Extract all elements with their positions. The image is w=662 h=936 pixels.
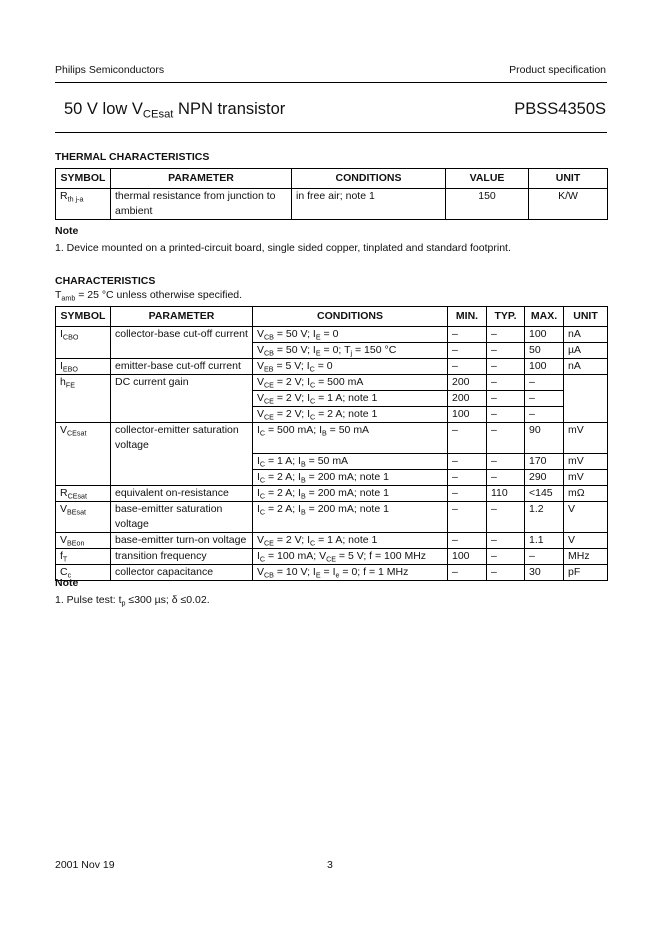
col-header: CONDITIONS — [253, 307, 448, 327]
col-header: MAX. — [525, 307, 564, 327]
col-header: VALUE — [446, 169, 529, 189]
col-header: UNIT — [529, 169, 608, 189]
header-rule — [55, 82, 607, 83]
table-row: $V_{BEon}$ base-emitter turn-on voltage $V_{CE} = 2$ V; $I_C = 1$ A; note 1 – – 1.1 V — [56, 532, 608, 548]
title-rule — [55, 132, 607, 133]
characteristics-table — [55, 306, 608, 581]
col-header: CONDITIONS — [292, 169, 446, 189]
table-row: $R_{th j-a}$ thermal resistance from junction to ambient in free air; note 1 150 K/W — [56, 189, 608, 220]
table-row: $C_c$ collector capacitance $V_{CB} = 10$ V; $I_E = I_e = 0$; f = 1 MHz – – 30 pF — [56, 564, 608, 580]
col-header: TYP. — [487, 307, 525, 327]
table-row: $I_{EBO}$ emitter-base cut-off current $V_{EB} = 5$ V; $I_C = 0$ – – 100 nA — [56, 359, 608, 375]
header-doc-type: Product specification — [509, 64, 606, 76]
table-row: $R_{CEsat}$ equivalent on-resistance $I_C = 2$ A; $I_B = 200$ mA; note 1 – 110 <145 mΩ — [56, 485, 608, 501]
characteristics-note-title: Note — [55, 577, 79, 589]
col-header: MIN. — [448, 307, 487, 327]
thermal-note: 1. Device mounted on a printed-circuit board, single sided copper, tinplated and standard footprint. — [55, 242, 511, 254]
table-row: $I_{CBO}$ collector-base cut-off current $V_{CB} = 50$ V; $I_E = 0$ – – 100 nA — [56, 327, 608, 343]
table-row: $V_{CB} = 50$ V; $I_E = 0$; $T_j = 150$ °C – – 50 µA — [56, 343, 608, 359]
thermal-table — [55, 168, 608, 220]
table-row: $I_C = 1$ A; $I_B = 50$ mA – – 170 mV — [56, 453, 608, 469]
thermal-note-title: Note — [55, 225, 79, 237]
table-row: $V_{CE} = 2$ V; $I_C = 2$ A; note 1 100 – – — [56, 407, 608, 423]
col-header: PARAMETER — [111, 307, 253, 327]
characteristics-subtitle: $T_{amb} = 25$ °C unless otherwise specified. — [55, 289, 243, 303]
thermal-heading: THERMAL CHARACTERISTICS — [55, 151, 210, 163]
col-header: SYMBOL — [56, 169, 111, 189]
table-row: $I_C = 2$ A; $I_B = 200$ mA; note 1 – – 290 mV — [56, 469, 608, 485]
part-number: PBSS4350S — [514, 100, 606, 118]
characteristics-heading: CHARACTERISTICS — [55, 275, 156, 287]
symbol-cell: $I_{CBO}$ — [56, 327, 111, 343]
col-header: SYMBOL — [56, 307, 111, 327]
characteristics-note: 1. Pulse test: $t_p \le 300$ µs; δ ≤0.02. — [55, 594, 210, 608]
page-number: 3 — [327, 859, 333, 871]
col-header: PARAMETER — [111, 169, 292, 189]
header-company: Philips Semiconductors — [55, 64, 165, 76]
page-title: 50 V low $V_{CEsat}$ NPN transistor — [64, 100, 286, 121]
table-row: $f_T$ transition frequency $I_C = 100$ mA; $V_{CE} = 5$ V; f = 100 MHz 100 – – MHz — [56, 548, 608, 564]
table-row: $h_{FE}$ DC current gain $V_{CE} = 2$ V; $I_C = 500$ mA 200 – – — [56, 375, 608, 391]
table-row: $V_{BEsat}$ base-emitter saturation voltage $I_C = 2$ A; $I_B = 200$ mA; note 1 – – 1.2 V — [56, 501, 608, 532]
footer-date: 2001 Nov 19 — [55, 859, 115, 871]
table-row: $V_{CE} = 2$ V; $I_C = 1$ A; note 1 200 – – — [56, 391, 608, 407]
col-header: UNIT — [564, 307, 608, 327]
table-row: $V_{CEsat}$ collector-emitter saturation voltage $I_C = 500$ mA; $I_B = 50$ mA – – 90 mV — [56, 423, 608, 454]
